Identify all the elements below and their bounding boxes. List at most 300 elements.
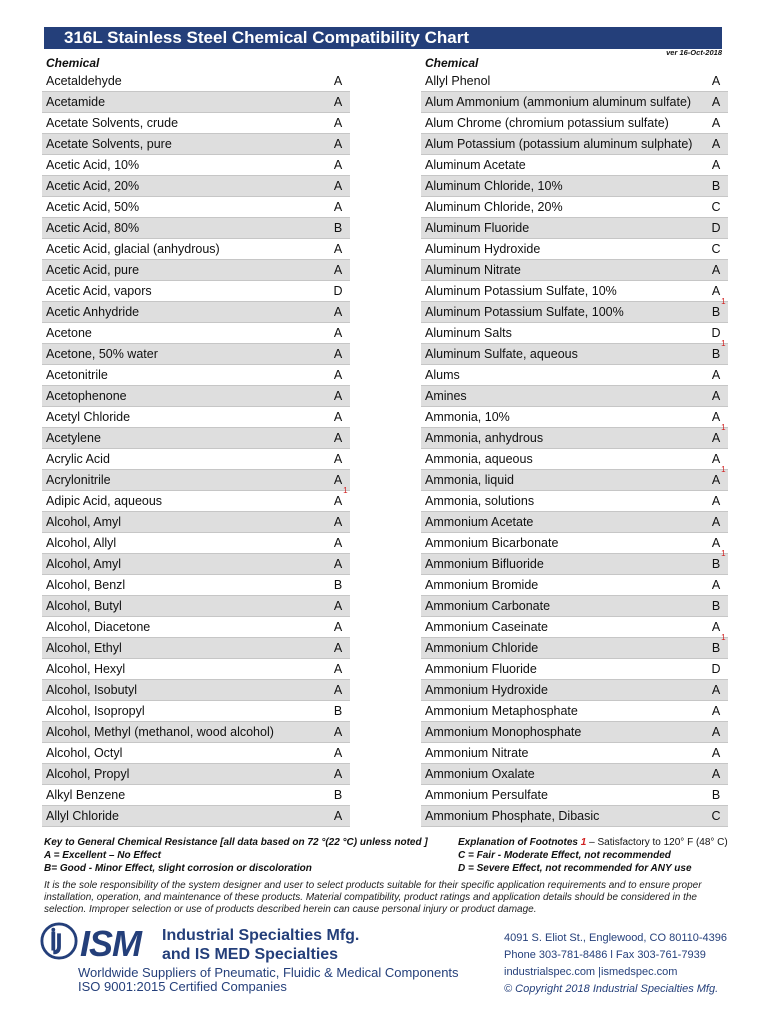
rating-cell — [326, 428, 350, 448]
table-row — [421, 323, 728, 344]
ism-logo-icon — [40, 922, 78, 960]
chemical-name: Ammonium Bromide — [425, 578, 539, 592]
rating-cell — [326, 638, 350, 658]
rating-cell — [704, 575, 728, 595]
table-row — [421, 176, 728, 197]
table-row — [421, 197, 728, 218]
chemical-name: Acetic Anhydride — [46, 305, 140, 319]
rating-cell — [326, 176, 350, 196]
table-row — [42, 281, 350, 302]
copyright: © Copyright 2018 Industrial Specialties Mfg. — [504, 983, 719, 995]
rating-cell — [326, 134, 350, 154]
table-row — [421, 575, 728, 596]
column-header: Chemical — [46, 56, 100, 70]
rating-value: A — [333, 599, 343, 613]
chemical-name: Aluminum Acetate — [425, 158, 526, 172]
rating-cell — [704, 197, 728, 217]
chemical-name: Ammonia, liquid — [425, 473, 514, 487]
table-row — [421, 386, 728, 407]
table-row — [42, 302, 350, 323]
rating-value: A — [711, 704, 721, 718]
key-b: B= Good - Minor Effect, slight corrosion or discoloration — [44, 863, 312, 874]
chemical-name: Acrylic Acid — [46, 452, 110, 466]
table-row — [42, 638, 350, 659]
rating-cell — [704, 134, 728, 154]
company-line-2: and IS MED Specialties — [162, 946, 339, 963]
rating-value: A — [333, 662, 343, 676]
table-row — [42, 428, 350, 449]
rating-cell — [326, 680, 350, 700]
chemical-name: Adipic Acid, aqueous — [46, 494, 163, 508]
table-row — [421, 701, 728, 722]
table-row — [42, 386, 350, 407]
chemical-name: Acetic Acid, 50% — [46, 200, 140, 214]
table-row — [421, 423, 728, 449]
company-line-1: Industrial Specialties Mfg. — [162, 927, 360, 944]
chemical-name: Acetonitrile — [46, 368, 108, 382]
rating-cell — [704, 113, 728, 133]
rating-value: A — [711, 368, 721, 382]
company-name — [162, 926, 359, 964]
rating-value: D — [711, 326, 721, 340]
table-row — [421, 134, 728, 155]
rating-cell — [704, 785, 728, 805]
table-row — [42, 806, 350, 827]
chemical-name: Alcohol, Ethyl — [46, 641, 122, 655]
table-row — [421, 260, 728, 281]
rating-cell — [326, 260, 350, 280]
rating-cell — [326, 197, 350, 217]
rating-value: B — [711, 305, 721, 319]
rating-value: A — [333, 137, 343, 151]
footnote-marker: 1 — [721, 339, 726, 348]
footer — [38, 920, 738, 1020]
chemical-name: Acetic Acid, vapors — [46, 284, 152, 298]
chemical-name: Ammonium Bifluoride — [425, 557, 544, 571]
tagline: Worldwide Suppliers of Pneumatic, Fluidic & Medical Components — [78, 965, 459, 980]
rating-cell — [704, 722, 728, 742]
rating-value: A — [711, 389, 721, 403]
chemical-name: Aluminum Potassium Sulfate, 10% — [425, 284, 617, 298]
chemical-name: Ammonium Nitrate — [425, 746, 529, 760]
footnote-marker: 1 — [343, 486, 348, 495]
chemical-name: Ammonium Oxalate — [425, 767, 535, 781]
rating-value: A — [711, 746, 721, 760]
rating-cell — [326, 155, 350, 175]
rating-cell — [326, 701, 350, 721]
rating-cell — [326, 722, 350, 742]
rating-value: C — [711, 200, 721, 214]
rating-cell — [704, 297, 728, 322]
rating-cell — [704, 633, 728, 658]
chemical-name: Ammonium Hydroxide — [425, 683, 548, 697]
rating-value: D — [711, 221, 721, 235]
table-row — [42, 722, 350, 743]
rating-value: A — [333, 368, 343, 382]
version-label: ver 16-Oct-2018 — [666, 48, 722, 57]
chemical-name: Alcohol, Amyl — [46, 557, 122, 571]
footnote-explanation — [458, 836, 728, 849]
table-row — [42, 323, 350, 344]
rating-value: A — [711, 620, 721, 634]
rating-value: A — [711, 158, 721, 172]
table-row — [42, 92, 350, 113]
chemical-name: Acetamide — [46, 95, 106, 109]
rating-cell — [704, 680, 728, 700]
rating-value: A — [333, 683, 343, 697]
table-row — [421, 596, 728, 617]
chemical-name: Alcohol, Butyl — [46, 599, 122, 613]
rating-cell — [704, 491, 728, 511]
rating-value: A — [711, 116, 721, 130]
chemical-name: Alcohol, Benzl — [46, 578, 126, 592]
table-row — [42, 71, 350, 92]
footnote-number: 1 — [580, 837, 587, 848]
rating-cell — [704, 176, 728, 196]
rating-value: B — [711, 557, 721, 571]
rating-cell — [326, 407, 350, 427]
table-row — [42, 617, 350, 638]
rating-cell — [704, 659, 728, 679]
chemical-name: Alums — [425, 368, 460, 382]
table-row — [42, 344, 350, 365]
rating-value: A — [711, 137, 721, 151]
table-row — [42, 743, 350, 764]
rating-cell — [704, 155, 728, 175]
table-row — [42, 470, 350, 491]
rating-value: A — [333, 116, 343, 130]
rating-value: A — [333, 242, 343, 256]
chemical-name: Alcohol, Amyl — [46, 515, 122, 529]
table-row — [42, 260, 350, 281]
table-row — [42, 134, 350, 155]
rating-cell — [326, 512, 350, 532]
rating-cell — [326, 785, 350, 805]
chemical-name: Alum Ammonium (ammonium aluminum sulfate) — [425, 95, 692, 109]
table-row — [42, 239, 350, 260]
rating-cell — [326, 575, 350, 595]
chemical-name: Acetic Acid, pure — [46, 263, 140, 277]
chemical-name: Alcohol, Propyl — [46, 767, 130, 781]
table-row — [421, 680, 728, 701]
rating-value: B — [711, 788, 721, 802]
chemical-name: Acetone — [46, 326, 92, 340]
chemical-name: Aluminum Sulfate, aqueous — [425, 347, 578, 361]
table-row — [42, 449, 350, 470]
rating-cell — [326, 554, 350, 574]
rating-value: A — [333, 305, 343, 319]
chemical-name: Acrylonitrile — [46, 473, 111, 487]
table-row — [421, 281, 728, 302]
rating-cell — [326, 659, 350, 679]
chemical-name: Alcohol, Diacetone — [46, 620, 151, 634]
table-row — [42, 533, 350, 554]
rating-value: A — [333, 557, 343, 571]
chemical-name: Alum Chrome (chromium potassium sulfate) — [425, 116, 669, 130]
chemical-name: Acetophenone — [46, 389, 127, 403]
column-header: Chemical — [425, 56, 479, 70]
rating-value: B — [711, 347, 721, 361]
chemical-name: Acetaldehyde — [46, 74, 122, 88]
rating-value: B — [333, 788, 343, 802]
chemical-name: Acetate Solvents, pure — [46, 137, 172, 151]
rating-cell — [326, 806, 350, 826]
chemical-name: Ammonium Carbonate — [425, 599, 551, 613]
chemical-name: Ammonium Persulfate — [425, 788, 548, 802]
rating-value: A — [711, 431, 721, 445]
rating-cell — [704, 549, 728, 574]
rating-cell — [326, 281, 350, 301]
rating-cell — [326, 239, 350, 259]
rating-value: A — [333, 74, 343, 88]
rating-value: A — [333, 431, 343, 445]
phone-fax: Phone 303-781-8486 l Fax 303-761-7939 — [504, 949, 706, 961]
chemical-name: Allyl Phenol — [425, 74, 491, 88]
rating-value: A — [333, 95, 343, 109]
rating-cell — [326, 365, 350, 385]
rating-cell — [704, 423, 728, 448]
rating-cell — [704, 386, 728, 406]
logo-text: ISM — [80, 923, 142, 964]
rating-cell — [326, 323, 350, 343]
rating-value: A — [333, 536, 343, 550]
table-row — [421, 633, 728, 659]
rating-value: D — [711, 662, 721, 676]
rating-cell — [326, 743, 350, 763]
resistance-key — [44, 836, 734, 875]
rating-value: A — [711, 284, 721, 298]
rating-cell — [326, 386, 350, 406]
table-row — [421, 155, 728, 176]
table-row — [42, 785, 350, 806]
chemical-name: Allyl Chloride — [46, 809, 119, 823]
rating-value: C — [711, 809, 721, 823]
table-row — [421, 617, 728, 638]
chemical-name: Amines — [425, 389, 467, 403]
rating-value: A — [711, 473, 721, 487]
table-row — [42, 365, 350, 386]
table-row — [421, 71, 728, 92]
rating-value: D — [333, 284, 343, 298]
chemical-name: Alcohol, Allyl — [46, 536, 117, 550]
rating-value: A — [711, 578, 721, 592]
rating-value: B — [333, 221, 343, 235]
rating-cell — [704, 465, 728, 490]
rating-cell — [704, 764, 728, 784]
rating-value: A — [333, 641, 343, 655]
rating-value: C — [711, 242, 721, 256]
chemical-name: Aluminum Hydroxide — [425, 242, 541, 256]
rating-value: A — [711, 725, 721, 739]
rating-cell — [326, 92, 350, 112]
table-row — [421, 218, 728, 239]
chemical-name: Ammonium Acetate — [425, 515, 534, 529]
rating-cell — [326, 302, 350, 322]
chemical-name: Ammonium Phosphate, Dibasic — [425, 809, 600, 823]
table-row — [421, 806, 728, 827]
rating-cell — [326, 533, 350, 553]
footnote-heading: Explanation of Footnotes — [458, 837, 578, 848]
address: 4091 S. Eliot St., Englewood, CO 80110-4396 — [504, 932, 727, 944]
chemical-name: Ammonia, solutions — [425, 494, 535, 508]
chemical-name: Ammonia, 10% — [425, 410, 510, 424]
rating-cell — [704, 596, 728, 616]
footnote-marker: 1 — [721, 465, 726, 474]
rating-value: B — [711, 179, 721, 193]
table-row — [421, 113, 728, 134]
chemical-name: Acetate Solvents, crude — [46, 116, 179, 130]
key-heading: Key to General Chemical Resistance [all data based on 72 °(22 °C) unless noted ] — [44, 837, 428, 848]
chemical-name: Alkyl Benzene — [46, 788, 126, 802]
rating-value: B — [711, 641, 721, 655]
chemical-name: Aluminum Chloride, 10% — [425, 179, 563, 193]
table-row — [421, 785, 728, 806]
chemical-name: Acetic Acid, 20% — [46, 179, 140, 193]
rating-value: A — [711, 536, 721, 550]
chemical-name: Acetic Acid, 10% — [46, 158, 140, 172]
chemical-name: Alcohol, Methyl (methanol, wood alcohol) — [46, 725, 274, 739]
rating-cell — [326, 218, 350, 238]
rating-cell — [326, 113, 350, 133]
rating-value: A — [711, 515, 721, 529]
page-title: 316L Stainless Steel Chemical Compatibility Chart — [44, 27, 722, 49]
rating-cell — [326, 764, 350, 784]
table-row — [42, 575, 350, 596]
table-row — [42, 512, 350, 533]
rating-value: A — [333, 809, 343, 823]
rating-value: A — [333, 620, 343, 634]
iso-certification: ISO 9001:2015 Certified Companies — [78, 979, 287, 994]
table-row — [42, 701, 350, 722]
rating-cell — [704, 239, 728, 259]
chemical-name: Aluminum Fluoride — [425, 221, 530, 235]
rating-cell — [704, 365, 728, 385]
rating-value: A — [333, 746, 343, 760]
rating-value: B — [711, 599, 721, 613]
disclaimer-text: It is the sole responsibility of the system designer and user to select products suitable for their specific application requirements and to ensure proper installation, operation, and maintenance of these products. Material compatibility, product ratings and application details should be considered in the selection. Improper selection or use of products described herein can cause personal injury or product damage. — [44, 880, 702, 915]
table-row — [421, 533, 728, 554]
table-row — [42, 407, 350, 428]
table-row — [421, 297, 728, 323]
rating-cell — [704, 218, 728, 238]
table-row — [42, 218, 350, 239]
table-row — [421, 743, 728, 764]
chemical-name: Acetyl Chloride — [46, 410, 131, 424]
chemical-name: Acetic Acid, 80% — [46, 221, 140, 235]
footnote-marker: 1 — [721, 423, 726, 432]
table-row — [42, 680, 350, 701]
table-row — [421, 512, 728, 533]
rating-cell — [326, 71, 350, 91]
table-row — [421, 92, 728, 113]
rating-value: A — [333, 452, 343, 466]
rating-value: B — [333, 704, 343, 718]
table-row — [42, 176, 350, 197]
chemical-name: Aluminum Nitrate — [425, 263, 521, 277]
rating-value: A — [333, 179, 343, 193]
rating-value: A — [333, 473, 343, 487]
rating-value: A — [333, 767, 343, 781]
rating-value: A — [333, 200, 343, 214]
rating-value: A — [333, 347, 343, 361]
rating-cell — [326, 596, 350, 616]
chemical-name: Alcohol, Hexyl — [46, 662, 126, 676]
chemical-name: Ammonium Metaphosphate — [425, 704, 578, 718]
key-d: D = Severe Effect, not recommended for ANY use — [458, 863, 692, 874]
rating-value: A — [333, 389, 343, 403]
table-row — [421, 491, 728, 512]
rating-cell — [704, 339, 728, 364]
table-row — [42, 486, 350, 512]
chemical-name: Aluminum Salts — [425, 326, 512, 340]
rating-value: A — [711, 452, 721, 466]
rating-value: A — [333, 410, 343, 424]
table-row — [421, 549, 728, 575]
table-row — [421, 764, 728, 785]
rating-value: A — [333, 263, 343, 277]
footnote-marker: 1 — [721, 549, 726, 558]
chemical-name: Alcohol, Isopropyl — [46, 704, 145, 718]
right-chemical-table — [421, 56, 728, 827]
rating-value: A — [333, 326, 343, 340]
chemical-name: Ammonium Bicarbonate — [425, 536, 559, 550]
rating-cell — [704, 71, 728, 91]
key-a: A = Excellent – No Effect — [44, 850, 161, 861]
rating-value: A — [711, 767, 721, 781]
rating-value: A — [711, 410, 721, 424]
footnote-marker: 1 — [721, 297, 726, 306]
chemical-name: Alcohol, Octyl — [46, 746, 123, 760]
table-row — [42, 659, 350, 680]
chemical-name: Ammonia, aqueous — [425, 452, 533, 466]
table-row — [421, 449, 728, 470]
website-links[interactable]: industrialspec.com |ismedspec.com — [504, 966, 678, 978]
chemical-name: Aluminum Chloride, 20% — [425, 200, 563, 214]
rating-cell — [704, 260, 728, 280]
table-row — [421, 722, 728, 743]
rating-cell — [326, 344, 350, 364]
table-row — [421, 339, 728, 365]
rating-cell — [326, 486, 350, 511]
chemical-name: Alcohol, Isobutyl — [46, 683, 138, 697]
rating-value: A — [333, 494, 343, 508]
table-row — [42, 554, 350, 575]
table-row — [421, 659, 728, 680]
table-row — [42, 113, 350, 134]
chemical-name: Aluminum Potassium Sulfate, 100% — [425, 305, 624, 319]
rating-value: A — [711, 263, 721, 277]
table-row — [42, 764, 350, 785]
rating-cell — [704, 743, 728, 763]
chemical-name: Acetylene — [46, 431, 101, 445]
rating-value: A — [333, 158, 343, 172]
chemical-name: Ammonium Fluoride — [425, 662, 537, 676]
rating-cell — [326, 449, 350, 469]
table-row — [42, 155, 350, 176]
table-row — [421, 365, 728, 386]
rating-value: A — [711, 494, 721, 508]
chemical-name: Acetic Acid, glacial (anhydrous) — [46, 242, 220, 256]
rating-cell — [704, 92, 728, 112]
rating-value: A — [333, 725, 343, 739]
contact-info — [504, 930, 727, 998]
left-chemical-table — [42, 56, 350, 827]
rating-value: A — [711, 683, 721, 697]
chemical-name: Ammonium Chloride — [425, 641, 539, 655]
chemical-name: Ammonia, anhydrous — [425, 431, 544, 445]
chemical-name: Ammonium Caseinate — [425, 620, 548, 634]
rating-value: A — [711, 74, 721, 88]
